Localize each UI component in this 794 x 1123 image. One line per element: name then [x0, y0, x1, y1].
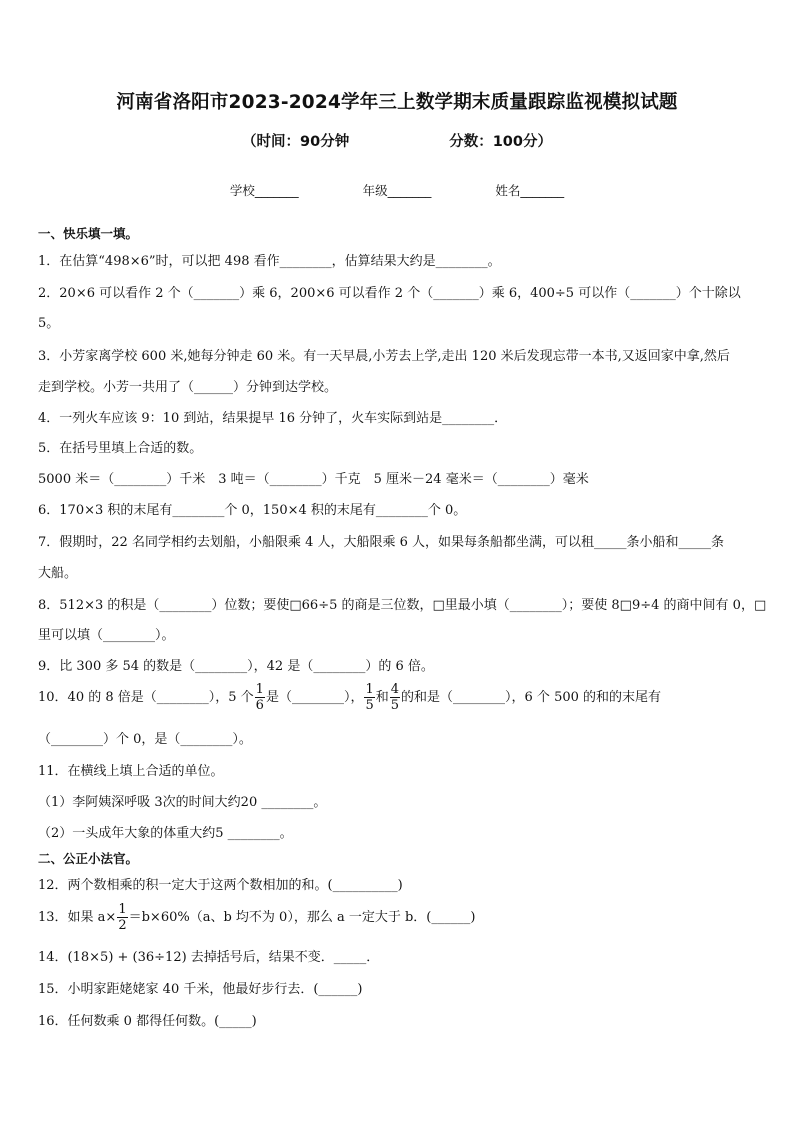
fraction-one-half [117, 902, 127, 933]
question-10-cont: （________）个 0，是（________）。 [38, 732, 252, 747]
fraction-four-fifths [390, 682, 400, 713]
q10-text-4: 的和是（________），6 个 500 的和的末尾有 [401, 690, 662, 705]
fraction-denominator: 5 [365, 698, 374, 713]
fraction-denominator: 6 [255, 698, 264, 713]
question-3-cont: 走到学校。小芳一共用了（______）分钟到达学校。 [38, 380, 338, 395]
fraction-numerator: 4 [390, 682, 400, 697]
exam-meta [0, 130, 794, 151]
question-15: 15．小明家距姥姥家 40 千米，他最好步行去．(______) [38, 982, 363, 997]
fraction-denominator: 5 [390, 698, 400, 713]
section-heading-2: 二、公正小法官。 [38, 851, 139, 866]
question-11: 11．在横线上填上合适的单位。 [38, 764, 224, 779]
question-4: 4．一列火车应该 9：10 到站，结果提早 16 分钟了，火车实际到站是________． [38, 411, 508, 426]
fraction-denominator: 2 [118, 918, 127, 933]
question-5-blanks: 5000 米＝（________）千米 3 吨＝（________）千克 5 厘米－24 毫米＝（________）毫米 [38, 472, 589, 487]
exam-time: （时间：90分钟 [242, 134, 350, 150]
question-9: 9．比 300 多 54 的数是（________），42 是（________）的 6 倍。 [38, 659, 434, 674]
grade-field[interactable]: 年级_______ [362, 183, 432, 198]
question-14: 14．(18×5) + (36÷12) 去掉括号后，结果不变．_____． [38, 950, 380, 965]
question-8: 8．512×3 的积是（________）位数；要使□66÷5 的商是三位数，□里最小填（________）；要使 8□9÷4 的商中间有 0，□ [38, 598, 767, 613]
question-7: 7．假期时，22 名同学相约去划船，小船限乘 4 人，大船限乘 6 人，如果每条船都坐满，可以租_____条小船和_____条 [38, 535, 725, 550]
fraction-one-sixth [255, 682, 265, 713]
question-5: 5．在括号里填上合适的数。 [38, 441, 203, 456]
fraction-one-fifth [364, 682, 374, 713]
fraction-numerator: 1 [118, 902, 127, 917]
question-2: 2．20×6 可以看作 2 个（_______）乘 6，200×6 可以看作 2 个（_______）乘 6，400÷5 可以作（_______）个十除以 [38, 286, 741, 301]
q13-text-2: ＝b×60%（a、b 均不为 0），那么 a 一定大于 b．(______) [128, 910, 476, 925]
section-heading-1: 一、快乐填一填。 [38, 226, 139, 241]
page-title: 河南省洛阳市2023-2024学年三上数学期末质量跟踪监视模拟试题 [116, 92, 678, 113]
question-10 [38, 682, 661, 713]
question-12: 12．两个数相乘的积一定大于这两个数相加的和。(__________) [38, 878, 403, 893]
q10-text-1: 10．40 的 8 倍是（________），5 个 [38, 690, 254, 705]
question-11-2: （2）一头成年大象的体重大约5 ________。 [38, 826, 293, 841]
question-11-1: （1）李阿姨深呼吸 3次的时间大约20 ________。 [38, 795, 327, 810]
question-16: 16．任何数乘 0 都得任何数。(_____) [38, 1014, 257, 1029]
question-13 [38, 902, 475, 933]
question-7-cont: 大船。 [38, 566, 78, 581]
fraction-numerator: 1 [255, 682, 264, 697]
fraction-numerator: 1 [365, 682, 374, 697]
q10-text-3: 和 [375, 690, 389, 705]
exam-score: 分数：100分） [449, 134, 552, 150]
q13-text-1: 13．如果 a× [38, 910, 117, 925]
question-2-cont: 5。 [38, 316, 60, 331]
question-1: 1．在估算“498×6”时，可以把 498 看作________，估算结果大约是________。 [38, 254, 501, 269]
question-3: 3．小芳家离学校 600 米,她每分钟走 60 米。有一天早晨,小芳去上学,走出 120 米后发现忘带一本书,又返回家中拿,然后 [38, 349, 730, 364]
student-info [0, 181, 794, 199]
name-field[interactable]: 姓名_______ [495, 183, 565, 198]
school-field[interactable]: 学校_______ [229, 183, 299, 198]
q10-text-2: 是（________）， [265, 690, 364, 705]
question-8-cont: 里可以填（________）。 [38, 628, 175, 643]
question-6: 6．170×3 积的末尾有________个 0，150×4 积的末尾有________个 0。 [38, 503, 467, 518]
